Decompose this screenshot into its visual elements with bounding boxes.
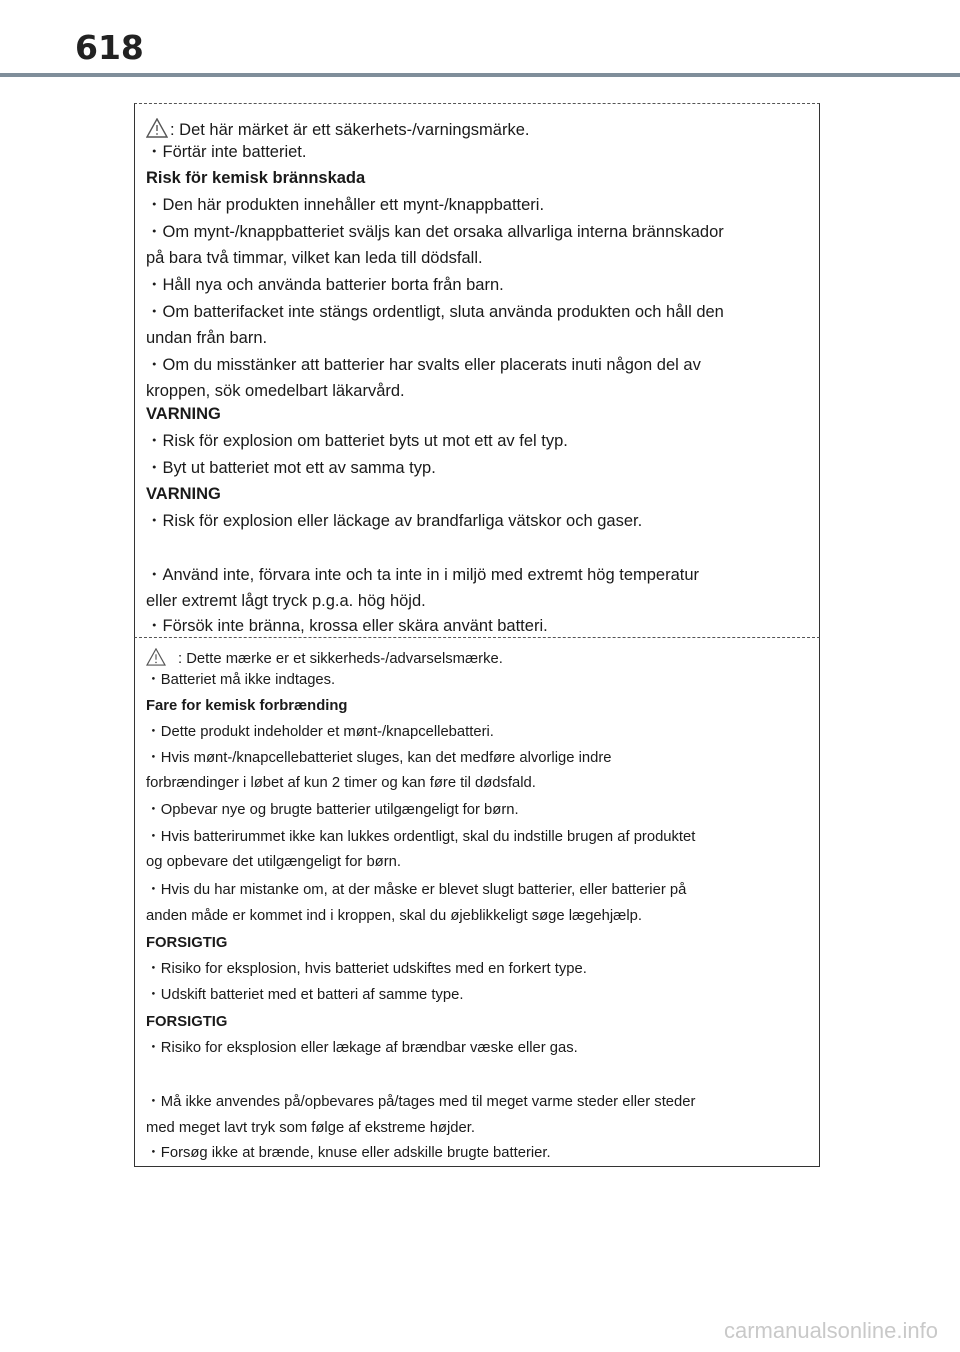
danish-line: ・Dette produkt indeholder et mønt-/knapcellebatteri. (146, 724, 494, 740)
danish-line: forbrændinger i løbet af kun 2 timer og kan føre til dødsfald. (146, 775, 536, 791)
swedish-heading: VARNING (146, 485, 221, 503)
swedish-line: ・Håll nya och använda batterier borta från barn. (146, 276, 504, 294)
swedish-line: ・Risk för explosion eller läckage av brandfarliga vätskor och gaser. (146, 512, 643, 530)
swedish-line: på bara två timmar, vilket kan leda till dödsfall. (146, 249, 483, 267)
danish-line: med meget lavt tryk som følge af ekstreme højder. (146, 1120, 475, 1136)
danish-line: ・Hvis mønt-/knapcellebatteriet sluges, kan det medføre alvorlige indre (146, 750, 612, 766)
danish-warning-header (146, 648, 503, 670)
danish-line: og opbevare det utilgængeligt for børn. (146, 854, 401, 870)
swedish-warning-header (146, 118, 529, 142)
danish-line: ・Må ikke anvendes på/opbevares på/tages med til meget varme steder eller steder (146, 1094, 696, 1110)
danish-line: ・Risiko for eksplosion eller lækage af brændbar væske eller gas. (146, 1040, 578, 1056)
danish-line: anden måde er kommet ind i kroppen, skal du øjeblikkeligt søge lægehjælp. (146, 908, 642, 924)
swedish-line: eller extremt lågt tryck p.g.a. hög höjd. (146, 592, 426, 610)
danish-line: ・Hvis batterirummet ikke kan lukkes ordentligt, skal du indstille brugen af produktet (146, 829, 696, 845)
danish-line: ・Batteriet må ikke indtages. (146, 672, 336, 688)
swedish-heading: VARNING (146, 405, 221, 423)
danish-heading: Fare for kemisk forbrænding (146, 698, 348, 714)
danish-warning-box (134, 637, 820, 1167)
danish-line: ・Forsøg ikke at brænde, knuse eller adskille brugte batterier. (146, 1145, 551, 1161)
swedish-line: ・Försök inte bränna, krossa eller skära använt batteri. (146, 617, 548, 635)
danish-heading: FORSIGTIG (146, 935, 228, 951)
swedish-line: ・Risk för explosion om batteriet byts ut mot ett av fel typ. (146, 432, 568, 450)
swedish-line: ・Den här produkten innehåller ett mynt-/knappbatteri. (146, 196, 545, 214)
swedish-line: kroppen, sök omedelbart läkarvård. (146, 382, 405, 400)
danish-line: ・Udskift batteriet med et batteri af samme type. (146, 987, 464, 1003)
warning-triangle-icon (146, 648, 166, 670)
page-number: 618 (75, 28, 144, 67)
danish-icon-text: : Dette mærke er et sikkerheds-/advarselsmærke. (178, 651, 503, 667)
danish-line: ・Hvis du har mistanke om, at der måske er blevet slugt batterier, eller batterier på (146, 882, 687, 898)
danish-line: ・Risiko for eksplosion, hvis batteriet udskiftes med en forkert type. (146, 961, 587, 977)
danish-line: ・Opbevar nye og brugte batterier utilgængeligt for børn. (146, 802, 519, 818)
swedish-icon-text: : Det här märket är ett säkerhets-/varningsmärke. (170, 121, 530, 139)
swedish-line: ・Om batterifacket inte stängs ordentligt, sluta använda produkten och håll den (146, 303, 724, 321)
danish-heading: FORSIGTIG (146, 1014, 228, 1030)
swedish-line: ・Förtär inte batteriet. (146, 143, 307, 161)
swedish-line: ・Om mynt-/knappbatteriet sväljs kan det orsaka allvarliga interna brännskador (146, 223, 724, 241)
warning-triangle-icon (146, 118, 168, 142)
swedish-heading: Risk för kemisk brännskada (146, 169, 366, 187)
swedish-line: undan från barn. (146, 329, 268, 347)
watermark: carmanualsonline.info (723, 1318, 938, 1343)
swedish-line: ・Byt ut batteriet mot ett av samma typ. (146, 459, 436, 477)
swedish-line: ・Använd inte, förvara inte och ta inte in i miljö med extremt hög temperatur (146, 566, 700, 584)
swedish-line: ・Om du misstänker att batterier har svalts eller placerats inuti någon del av (146, 356, 701, 374)
header-rule (0, 73, 960, 77)
